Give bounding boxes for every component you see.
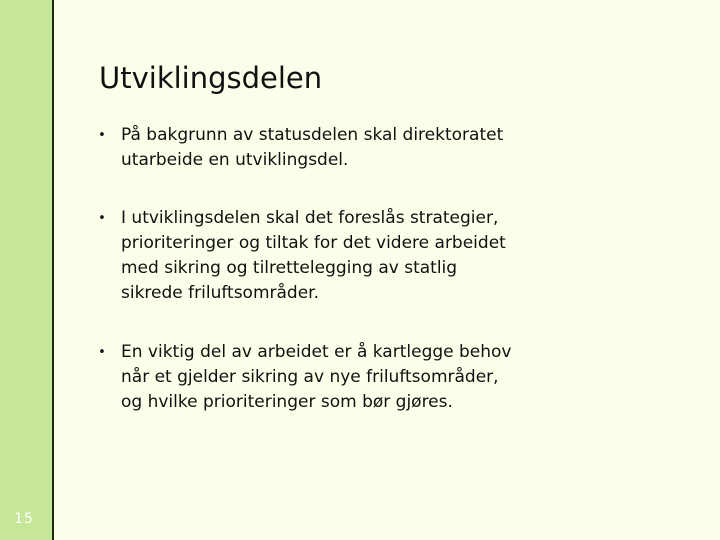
page-number: 15 <box>14 511 34 527</box>
slide-title: Utviklingsdelen <box>99 61 323 95</box>
bullet-list <box>96 123 616 415</box>
bullet-line: På bakgrunn av statusdelen skal direktoratet <box>121 125 504 145</box>
bullet-line: når et gjelder sikring av nye friluftsområder, <box>121 367 499 387</box>
bullet-item <box>96 340 616 415</box>
bullet-line: En viktig del av arbeidet er å kartlegge behov <box>121 342 512 362</box>
bullet-item <box>96 123 616 173</box>
bullet-line: med sikring og tilrettelegging av statlig <box>121 258 458 278</box>
bullet-item <box>96 206 616 306</box>
bullet-dot-icon: • <box>98 128 106 143</box>
bullet-line: sikrede friluftsområder. <box>121 283 320 303</box>
bullet-line: prioriteringer og tiltak for det videre arbeidet <box>121 233 506 253</box>
slide-sidebar <box>0 0 54 540</box>
bullet-line: utarbeide en utviklingsdel. <box>121 150 349 170</box>
bullet-line: og hvilke prioriteringer som bør gjøres. <box>121 392 453 412</box>
bullet-dot-icon: • <box>98 211 106 226</box>
bullet-line: I utviklingsdelen skal det foreslås strategier, <box>121 208 499 228</box>
bullet-dot-icon: • <box>98 345 106 360</box>
